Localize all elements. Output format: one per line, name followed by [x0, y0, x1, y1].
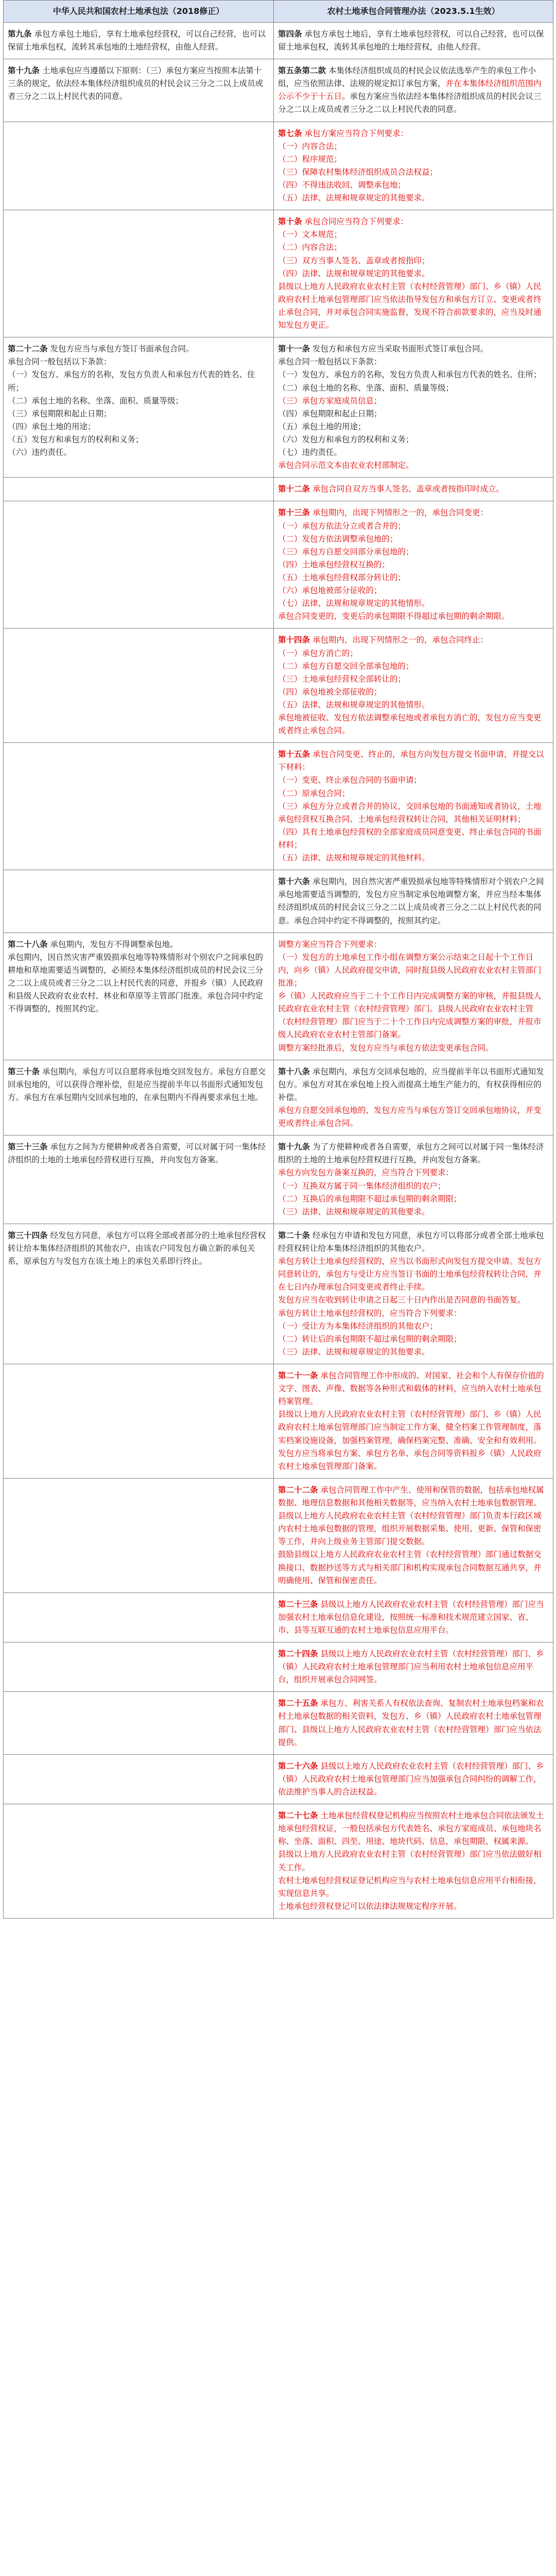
cell-measures-2023 [274, 1754, 553, 1804]
measures-text-segment: 第十九条 [278, 1142, 310, 1152]
measures-text-segment: （三）承包方分立或者合并的协议，交回承包地的书面通知或者协议，土地承包经营权互换合同、土地承包经营权转让合同，其他相关证明材料； [278, 801, 542, 824]
measures-text-segment: 第十二条 [278, 484, 310, 494]
measures-text-segment: 承包期内，出现下列情形之一的，承包合同变更： [310, 508, 488, 518]
measures-text-segment: 承包期内，承包方交回承包地的，应当提前半年以书面形式通知发包方。承包方对其在承包地上投入而提高土地生产能力的，有权获得相应的补偿。 [278, 1066, 544, 1102]
measures-text-segment: 第二十三条 [278, 1599, 318, 1609]
measures-text-segment: （四）承包期限和起止日期； [278, 409, 382, 418]
measures-text-segment: （六）发包方和承包方的权利和义务； [278, 434, 414, 444]
table-row [4, 1804, 553, 1919]
cell-measures-2023 [274, 1136, 553, 1224]
measures-text-segment: （一）承包方消亡的； [278, 648, 358, 658]
measures-text-segment: 承包方案应当符合下列要求： [302, 128, 408, 138]
measures-text-segment: （一）互换双方属于同一集体经济组织的农户； [278, 1181, 446, 1191]
measures-text-segment: 承包方转让土地承包经营权的，应当符合下列要求： [278, 1308, 462, 1318]
law-text-segment: 承包方承包土地后，享有土地承包经营权，可以自己经营，也可以保留土地承包权，流转其承包地的土地经营权，由他人经营。 [8, 29, 266, 52]
law-text-segment: （三）承包期限和起止日期； [8, 409, 112, 418]
cell-measures-2023 [274, 501, 553, 629]
cell-measures-2023 [274, 478, 553, 501]
measures-text-segment: （三）保障农村集体经济组织成员合法权益； [278, 167, 438, 177]
table-row [4, 933, 553, 1060]
table-row [4, 337, 553, 478]
cell-law-2018 [4, 478, 274, 501]
measures-text-segment: （四）法律、法规和规章规定的其他要求。 [278, 268, 430, 278]
law-text-segment: 土地承包应当遵循以下原则：（三）承包方案应当按照本法第十三条的规定，依法经本集体经济组织成员的村民会议三分之二以上成员或者三分之二以上村民代表的同意。 [8, 66, 264, 101]
measures-text-segment: 承包方转让土地承包经营权的，应当以书面形式向发包方提交申请。发包方同意转让的，承包方与受让方应当签订书面的土地承包经营权转让合同，并在七日内办理承包合同变更或者终止手续。 [278, 1257, 542, 1292]
measures-text-segment: 本集体经济组织成员的村民会议依法选举产生的承包工作小组，应当依照法律、法规的规定拟订承包方案， [278, 66, 536, 89]
law-text-segment: 第三十四条 [8, 1230, 48, 1240]
measures-text-segment: （五）土地承包经营权部分转让的； [278, 572, 406, 582]
cell-law-2018 [4, 59, 274, 122]
cell-measures-2023 [274, 743, 553, 870]
law-text-segment: 第九条 [8, 29, 32, 39]
measures-text-segment: （五）法律、法规和规章规定的其他要求。 [278, 193, 430, 203]
cell-law-2018 [4, 122, 274, 210]
header-left-law: 中华人民共和国农村土地承包法（2018修正） [4, 1, 274, 23]
law-text-segment: （五）发包方和承包方的权利和义务； [8, 434, 144, 444]
table-row [4, 743, 553, 870]
law-text-segment: 承包期内，承包方可以自愿将承包地交回发包方。承包方自愿交回承包地的，可以获得合理补偿，但是应当提前半年以书面形式通知发包方。承包方在承包期内交回承包地的，在承包期内不得再要求承包土地。 [8, 1066, 266, 1102]
measures-text-segment: 第二十条 [278, 1230, 310, 1240]
measures-text-segment: 县级以上地方人民政府农业农村主管（农村经营管理）部门应当加强农村土地承包信息化建设，按照统一标准和技术规范建立国家、省、市、县等互联互通的农村土地承包信息应用平台。 [278, 1599, 544, 1635]
measures-text-segment: （一）承包方依法分立或者合并的； [278, 521, 406, 531]
measures-text-segment: 第五条第二款 [278, 66, 326, 76]
table-row [4, 501, 553, 629]
cell-law-2018 [4, 22, 274, 59]
cell-law-2018 [4, 1060, 274, 1136]
measures-text-segment: 承包期内，出现下列情形之一的，承包合同终止： [310, 635, 488, 645]
comparison-table [3, 0, 553, 1919]
measures-text-segment: 调整方案经批准后，发包方应当与承包方依法变更承包合同。 [278, 1043, 494, 1053]
measures-text-segment: （四）承包地被全部征收的； [278, 687, 382, 697]
measures-text-segment: 承包期内，因自然灾害严重毁损承包地等特殊情形对个别农户之间承包地需要适当调整的，发包方应当制定承包地调整方案，并应当经本集体经济组织成员的村民会议三分之二以上成员或者三分之二以上村民代表的同意。承包合同中约定不得调整的，按照其约定。 [278, 877, 544, 925]
law-text-segment: （一）发包方、承包方的名称，发包方负责人和承包方代表的姓名、住所； [8, 370, 255, 393]
measures-text-segment: 承包方、利害关系人有权依法查询、复制农村土地承包档案和农村土地承包数据的相关资料，发包方、乡（镇）人民政府农村土地承包管理部门、县级以上地方人民政府农业农村主管（农村经营管理）部门应当依法提供。 [278, 1699, 544, 1747]
table-row [4, 122, 553, 210]
cell-measures-2023 [274, 1060, 553, 1136]
measures-text-segment: 为了方便耕种或者各自需要，承包方之间可以对属于同一集体经济组织的土地的土地承包经营权进行互换，并向发包方备案。 [278, 1142, 544, 1165]
measures-text-segment: （三）双方当事人签名、盖章或者按指印； [278, 256, 430, 265]
cell-measures-2023 [274, 59, 553, 122]
law-text-segment: 第二十八条 [8, 939, 48, 949]
measures-text-segment: 第十条 [278, 217, 302, 227]
measures-text-segment: 土地承包经营权登记可以依法律法规规定程序开展。 [278, 1901, 462, 1911]
cell-measures-2023 [274, 1224, 553, 1364]
measures-text-segment: （二）承包方自愿交回全部承包地的； [278, 661, 414, 671]
cell-law-2018 [4, 1754, 274, 1804]
measures-text-segment: （三）法律、法规和规章规定的其他要求。 [278, 1207, 430, 1216]
table-row [4, 1692, 553, 1754]
table-row [4, 210, 553, 337]
measures-text-segment: 承包合同变更的，变更后的承包期限不得超过承包期的剩余期限。 [278, 612, 510, 621]
table-row [4, 1060, 553, 1136]
measures-text-segment: （六）承包地被部分征收的； [278, 586, 382, 596]
measures-text-segment: 第二十五条 [278, 1699, 318, 1708]
measures-text-segment: 县级以上地方人民政府农业农村主管（农村经营管理）部门、乡（镇）人民政府农村土地承包管理部门应当加强承包合同纠纷的调解工作，依法维护当事人的合法权益。 [278, 1761, 544, 1797]
table-row [4, 870, 553, 933]
measures-text-segment: （七）法律、法规和规章规定的其他情形。 [278, 599, 430, 608]
measures-text-segment: 鼓励县级以上地方人民政府农业农村主管（农村经营管理）部门通过数据交换接口、数据抄送等方式与相关部门和机构实现承包合同数据互通共享，并明确使用、保管和保密责任。 [278, 1550, 542, 1585]
cell-measures-2023 [274, 1478, 553, 1592]
table-row [4, 22, 553, 59]
measures-text-segment: （五）承包土地的用途； [278, 421, 366, 431]
measures-text-segment: （一）发包方的土地承包工作小组在调整方案公示结束之日起十个工作日内，向乡（镇）人民政府提交申请，同时报县级人民政府农业农村主管部门批准； [278, 952, 542, 988]
measures-text-segment: （三）承包方自愿交回部分承包地的； [278, 547, 414, 556]
measures-text-segment: 承包合同示范文本由农业农村部制定。 [278, 461, 414, 470]
measures-text-segment: 第二十七条 [278, 1811, 318, 1821]
measures-text-segment: 第二十二条 [278, 1485, 318, 1495]
cell-law-2018 [4, 1592, 274, 1642]
cell-law-2018 [4, 210, 274, 337]
table-row [4, 1364, 553, 1478]
measures-text-segment: （五）法律、法规和规章规定的其他材料。 [278, 853, 430, 863]
measures-text-segment: （四）土地承包经营权互换的； [278, 560, 390, 569]
law-text-segment: 第三十条 [8, 1066, 40, 1076]
measures-text-segment: 第十八条 [278, 1066, 310, 1076]
measures-text-segment: 县级以上地方人民政府农业农村主管（农村经营管理）部门、乡（镇）人民政府农村土地承包管理部门应当制定工作方案，健全档案工作管理制度，落实档案设施设备，加强档案管理，确保档案完整、准确、安全和有效利用。 [278, 1410, 542, 1445]
header-right-measures: 农村土地承包合同管理办法（2023.5.1生效） [274, 1, 553, 23]
measures-text-segment: （四）不得违法收回、调整承包地； [278, 180, 406, 190]
measures-text-segment: 第二十一条 [278, 1370, 318, 1380]
measures-text-segment: 承包方承包土地后，享有土地承包经营权，可以自己经营，也可以保留土地承包权，流转其承包地的土地经营权，由他人经营。 [278, 29, 544, 52]
cell-law-2018 [4, 1642, 274, 1692]
measures-text-segment: （一）内容合法； [278, 141, 342, 151]
measures-text-segment: （一）受让方为本集体经济组织的其他农户； [278, 1321, 438, 1331]
measures-text-segment: （二）转让后的承包期限不超过承包期的剩余期限； [278, 1334, 462, 1344]
table-row [4, 59, 553, 122]
cell-law-2018 [4, 629, 274, 743]
measures-text-segment: （三）法律、法规和规章规定的其他要求。 [278, 1347, 430, 1357]
cell-law-2018 [4, 1478, 274, 1592]
cell-measures-2023 [274, 210, 553, 337]
measures-text-segment: （二）发包方依法调整承包地的； [278, 534, 398, 544]
cell-law-2018 [4, 1692, 274, 1754]
law-text-segment: （二）承包土地的名称、坐落、面积、质量等级； [8, 396, 184, 405]
law-text-segment: 第三十三条 [8, 1142, 48, 1152]
law-text-segment: 承包期内，因自然灾害严重毁损承包地等特殊情形对个别农户之间承包的耕地和草地需要适当调整的，必须经本集体经济组织成员的村民会议三分之二以上成员或者三分之二以上村民代表的同意，并报乡（镇）人民政府和县级人民政府农业农村、林业和草原等主管部门批准。承包合同中约定不得调整的，按照其约定。 [8, 952, 264, 1014]
measures-text-segment: 发包方应当在收到转让申请之日起三十日内作出是否同意的书面答复。 [278, 1295, 526, 1305]
law-text-segment: 第二十二条 [8, 344, 48, 354]
cell-measures-2023 [274, 933, 553, 1060]
law-text-segment: 经发包方同意，承包方可以将全部或者部分的土地承包经营权转让给本集体经济组织的其他农户，由该农户同发包方确立新的承包关系，原承包方与发包方在该土地上的承包关系即行终止。 [8, 1230, 266, 1266]
measures-text-segment: 发包方和承包方应当采取书面形式签订承包合同。 [310, 344, 488, 354]
cell-measures-2023 [274, 1642, 553, 1692]
measures-text-segment: 县级以上地方人民政府农业农村主管（农村经营管理）部门、乡（镇）人民政府农村土地承包管理部门应当依法指导发包方和承包方订立、变更或者终止承包合同，并对承包合同实施监督，发现不符合前款要求的，应当及时通知发包方更正。 [278, 281, 542, 330]
measures-text-segment: 。承包方案应当依法经本集体经济组织成员的村民会议三分之二以上成员或者三分之二以上村民代表的同意。 [278, 92, 542, 114]
measures-text-segment: （五）法律、法规和规章规定的其他情形。 [278, 700, 430, 709]
cell-law-2018 [4, 933, 274, 1060]
cell-measures-2023 [274, 122, 553, 210]
measures-text-segment: 承包合同一般包括以下条款： [278, 357, 382, 367]
table-row [4, 1642, 553, 1692]
cell-law-2018 [4, 1224, 274, 1364]
measures-text-segment: （一）变更、终止承包合同的书面申请； [278, 775, 422, 785]
measures-text-segment: 县级以上地方人民政府农业农村主管（农村经营管理）部门、乡（镇）人民政府农村土地承包管理部门应当利用农村土地承包信息应用平台，组织开展承包合同网签。 [278, 1649, 544, 1685]
measures-text-segment: 并在本集体经济组织范围内公示不少于十五日 [278, 79, 542, 101]
law-text-segment: 承包合同一般包括以下条款： [8, 357, 112, 367]
measures-text-segment: （二）内容合法； [278, 243, 342, 252]
measures-text-segment: （七）违约责任。 [278, 448, 342, 457]
measures-text-segment: 承包合同应当符合下列要求： [302, 217, 408, 227]
measures-text-segment: 承包合同管理工作中形成的、对国家、社会和个人有保存价值的文字、图表、声像、数据等各种形式和载体的材料，应当纳入农村土地承包档案管理。 [278, 1370, 544, 1406]
table-row [4, 629, 553, 743]
measures-text-segment: 第十五条 [278, 750, 310, 759]
measures-text-segment: （二）程序规范； [278, 154, 342, 164]
measures-text-segment: 发包方应当将承包方案、承包方名单、承包合同等资料报乡（镇）人民政府农村土地承包管理部门备案。 [278, 1448, 542, 1471]
measures-text-segment: 第十六条 [278, 877, 310, 887]
measures-text-segment: 经承包方申请和发包方同意，承包方可以将部分或者全部土地承包经营权转让给本集体经济组织的其他农户。 [278, 1230, 544, 1253]
measures-text-segment: 第十一条 [278, 344, 310, 354]
cell-measures-2023 [274, 337, 553, 478]
cell-measures-2023 [274, 1592, 553, 1642]
table-row [4, 1592, 553, 1642]
cell-measures-2023 [274, 1804, 553, 1919]
measures-text-segment: 第十四条 [278, 635, 310, 645]
measures-text-segment: （二）承包土地的名称、坐落、面积、质量等级； [278, 383, 454, 393]
measures-text-segment: 承包方向发包方备案互换的，应当符合下列要求： [278, 1168, 454, 1178]
law-text-segment: 承包期内，发包方不得调整承包地。 [47, 939, 178, 949]
cell-measures-2023 [274, 629, 553, 743]
table-row [4, 1224, 553, 1364]
measures-text-segment: 第七条 [278, 128, 302, 138]
measures-text-segment: （一）发包方、承包方的名称，发包方负责人和承包方代表的姓名、住所； [278, 370, 542, 380]
measures-text-segment: 乡（镇）人民政府应当于二十个工作日内完成调整方案的审核，并报县级人民政府农业农村主管（农村经营管理）部门。县级人民政府农业农村主管（农村经营管理）部门应当于二十个工作日内完成调整方案的审批，并报市级人民政府农业农村主管部门备案。 [278, 991, 542, 1040]
cell-law-2018 [4, 501, 274, 629]
cell-measures-2023 [274, 22, 553, 59]
measures-text-segment: （三）土地承包经营权全部转让的； [278, 674, 406, 684]
law-text-segment: 发包方应当与承包方签订书面承包合同。 [47, 344, 194, 354]
law-text-segment: 承包方之间为方便耕种或者各自需要，可以对属于同一集体经济组织的土地的土地承包经营权进行互换，并向发包方备案。 [8, 1142, 266, 1165]
table-body [4, 22, 553, 1918]
measures-text-segment: 承包合同自双方当事人签名、盖章或者按指印时成立。 [310, 484, 504, 494]
table-row [4, 1136, 553, 1224]
cell-law-2018 [4, 743, 274, 870]
cell-measures-2023 [274, 870, 553, 933]
measures-text-segment: 第二十六条 [278, 1761, 318, 1771]
cell-measures-2023 [274, 1692, 553, 1754]
cell-law-2018 [4, 1804, 274, 1919]
measures-text-segment: （三）承包方家庭成员信息； [278, 396, 382, 405]
cell-measures-2023 [274, 1364, 553, 1478]
measures-text-segment: 调整方案应当符合下列要求： [278, 939, 382, 949]
table-row [4, 478, 553, 501]
measures-text-segment: 承包方自愿交回承包地的，发包方应当与承包方签订交回承包地协议，并变更或者终止承包合同。 [278, 1106, 542, 1128]
measures-text-segment: 农村土地承包经营权证登记机构应当与农村土地承包信息应用平台相衔接，实现信息共享。 [278, 1875, 542, 1898]
measures-text-segment: 县级以上地方人民政府农业农村主管（农村经营管理）部门应当依法做好相关工作。 [278, 1850, 542, 1872]
measures-text-segment: （二）互换后的承包期限不超过承包期的剩余期限； [278, 1194, 462, 1204]
measures-text-segment: （一）文本规范； [278, 230, 342, 240]
measures-text-segment: 第四条 [278, 29, 302, 39]
cell-law-2018 [4, 337, 274, 478]
table-header-row [4, 1, 553, 23]
law-text-segment: （四）承包土地的用途； [8, 421, 96, 431]
measures-text-segment: 承包合同管理工作中产生、使用和保管的数据，包括承包地权属数据、地理信息数据和其他相关数据等，应当纳入农村土地承包数据管理。 [278, 1485, 544, 1507]
measures-text-segment: 第十三条 [278, 508, 310, 518]
measures-text-segment: 承包合同变更、终止的，承包方向发包方提交书面申请，并提交以下材料： [278, 750, 544, 772]
law-text-segment: 第十九条 [8, 66, 40, 76]
measures-text-segment: 土地承包经营权登记机构应当按照农村土地承包合同依法颁发土地承包经营权证，一般包括承包方代表姓名、承包方家庭成员、承包地块名称、坐落、面积、四至、用途、地块代码、信息，承包期限、权属来源。 [278, 1811, 544, 1846]
measures-text-segment: （二）原承包合同； [278, 788, 350, 798]
cell-law-2018 [4, 1364, 274, 1478]
measures-text-segment: （四）具有土地承包经营权的全部家庭成员同意变更、终止承包合同的书面材料； [278, 827, 542, 850]
table-row [4, 1478, 553, 1592]
measures-text-segment: 第二十四条 [278, 1649, 318, 1659]
measures-text-segment: 县级以上地方人民政府农业农村主管（农村经营管理）部门负责本行政区域内农村土地承包数据的管理，组织开展数据采集、使用、更新、保管和保密等工作，并向上级业务主管部门提交数据。 [278, 1511, 542, 1547]
cell-law-2018 [4, 870, 274, 933]
cell-law-2018 [4, 1136, 274, 1224]
law-text-segment: （六）违约责任。 [8, 448, 72, 457]
table-row [4, 1754, 553, 1804]
measures-text-segment: 承包地被征收、发包方依法调整承包地或者承包方消亡的，发包方应当变更或者终止承包合同。 [278, 713, 542, 736]
